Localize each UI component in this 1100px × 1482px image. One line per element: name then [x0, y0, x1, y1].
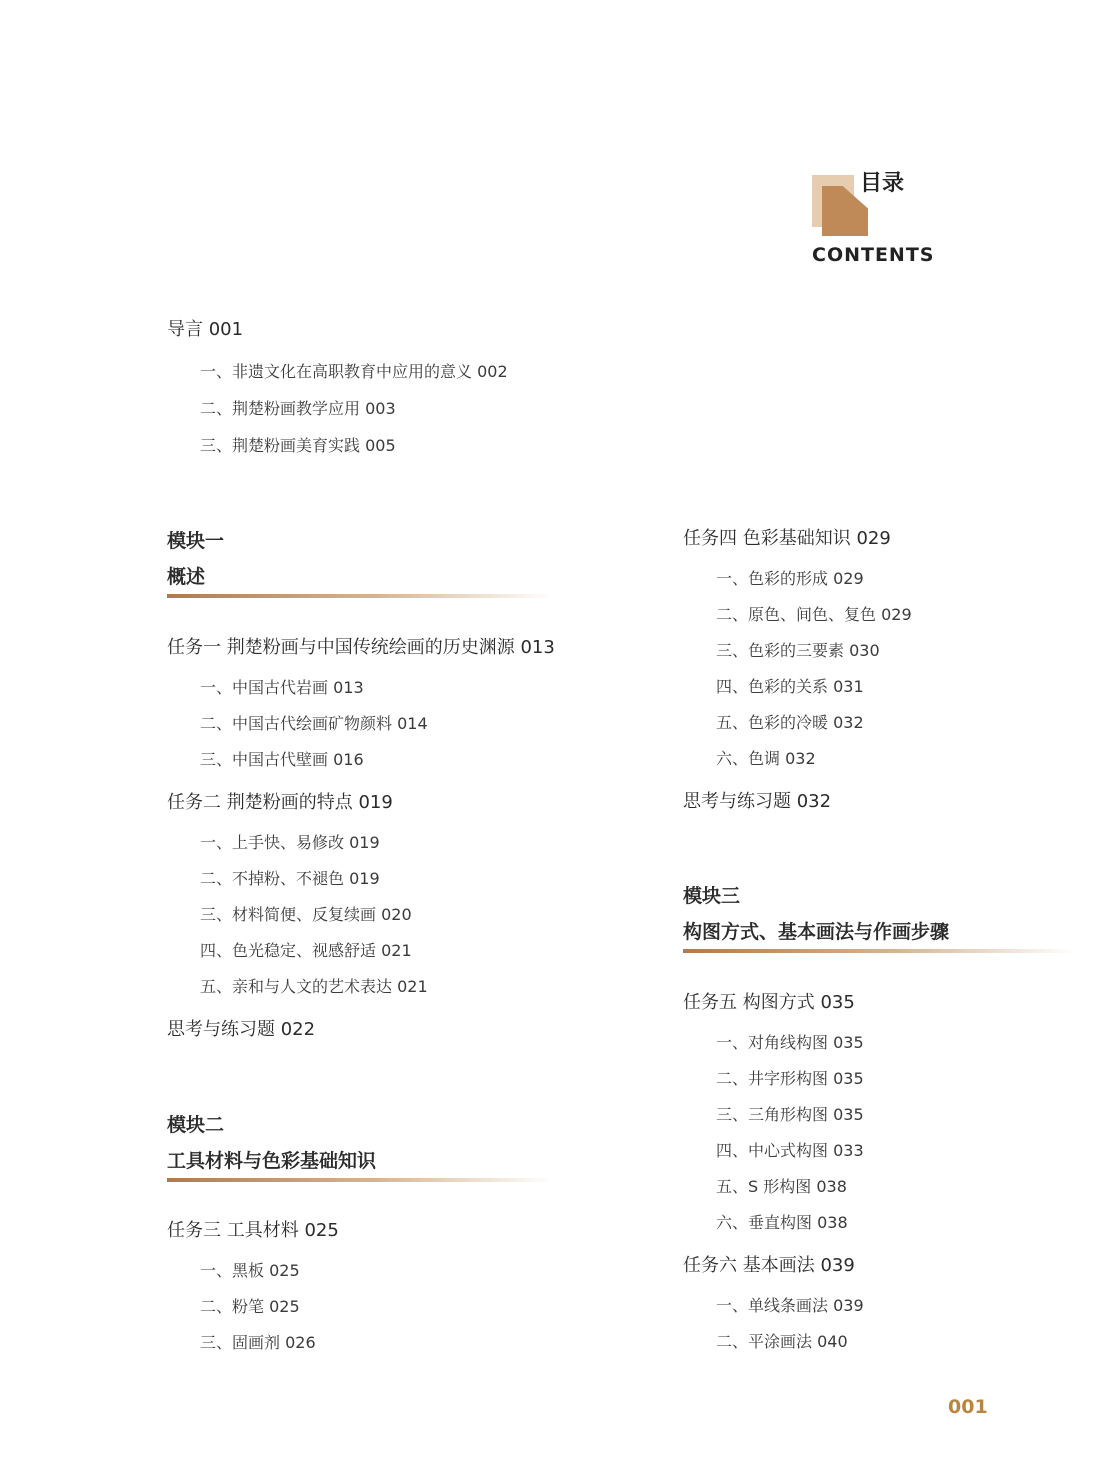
toc-task1-item[interactable]: 一、中国古代岩画 013 [200, 678, 364, 697]
toc-task3-heading[interactable]: 任务三 工具材料 025 [167, 1220, 339, 1241]
toc-task6-item[interactable]: 一、单线条画法 039 [716, 1296, 864, 1315]
toc-task3-item[interactable]: 三、固画剂 026 [200, 1333, 316, 1352]
toc-task4-item[interactable]: 二、原色、间色、复色 029 [716, 605, 912, 624]
toc-task5-item[interactable]: 四、中心式构图 033 [716, 1141, 864, 1160]
toc-task5-item[interactable]: 二、井字形构图 035 [716, 1069, 864, 1088]
module1-title[interactable]: 概述 [167, 566, 206, 588]
toc-task6-heading[interactable]: 任务六 基本画法 039 [683, 1255, 855, 1276]
toc-task6-item[interactable]: 二、平涂画法 040 [716, 1332, 848, 1351]
toc-task4-item[interactable]: 六、色调 032 [716, 749, 816, 768]
toc-module2-exercises[interactable]: 思考与练习题 032 [683, 791, 832, 812]
toc-task5-item[interactable]: 五、S 形构图 038 [716, 1177, 847, 1196]
toc-task1-heading[interactable]: 任务一 荆楚粉画与中国传统绘画的历史渊源 013 [167, 637, 555, 658]
contents-title-en: CONTENTS [812, 244, 935, 266]
toc-task1-item[interactable]: 三、中国古代壁画 016 [200, 750, 364, 769]
toc-task2-item[interactable]: 四、色光稳定、视感舒适 021 [200, 941, 412, 960]
module1-label: 模块一 [167, 530, 225, 552]
toc-task2-item[interactable]: 二、不掉粉、不褪色 019 [200, 869, 380, 888]
toc-task4-item[interactable]: 一、色彩的形成 029 [716, 569, 864, 588]
toc-task2-item[interactable]: 五、亲和与人文的艺术表达 021 [200, 977, 428, 996]
module3-label: 模块三 [683, 885, 741, 907]
page-number: 001 [948, 1396, 988, 1418]
toc-task5-item[interactable]: 一、对角线构图 035 [716, 1033, 864, 1052]
toc-task5-item[interactable]: 六、垂直构图 038 [716, 1213, 848, 1232]
contents-title-cn: 目录 [860, 171, 905, 196]
toc-task4-item[interactable]: 五、色彩的冷暖 032 [716, 713, 864, 732]
toc-task2-item[interactable]: 三、材料简便、反复续画 020 [200, 905, 412, 924]
toc-intro-item[interactable]: 二、荆楚粉画教学应用 003 [200, 399, 396, 418]
module3-divider [683, 949, 1075, 953]
module2-divider [167, 1178, 552, 1182]
toc-task2-heading[interactable]: 任务二 荆楚粉画的特点 019 [167, 792, 393, 813]
module1-divider [167, 594, 552, 598]
toc-intro-item[interactable]: 三、荆楚粉画美育实践 005 [200, 436, 396, 455]
toc-task3-item[interactable]: 二、粉笔 025 [200, 1297, 300, 1316]
toc-task5-heading[interactable]: 任务五 构图方式 035 [683, 992, 855, 1013]
toc-task4-item[interactable]: 三、色彩的三要素 030 [716, 641, 880, 660]
toc-task5-item[interactable]: 三、三角形构图 035 [716, 1105, 864, 1124]
toc-task4-item[interactable]: 四、色彩的关系 031 [716, 677, 864, 696]
toc-module1-exercises[interactable]: 思考与练习题 022 [167, 1019, 316, 1040]
toc-task2-item[interactable]: 一、上手快、易修改 019 [200, 833, 380, 852]
module3-title[interactable]: 构图方式、基本画法与作画步骤 [683, 921, 950, 943]
toc-intro-item[interactable]: 一、非遗文化在高职教育中应用的意义 002 [200, 362, 508, 381]
toc-intro-heading[interactable]: 导言 001 [167, 319, 244, 340]
module2-label: 模块二 [167, 1114, 225, 1136]
toc-task1-item[interactable]: 二、中国古代绘画矿物颜料 014 [200, 714, 428, 733]
toc-task4-heading[interactable]: 任务四 色彩基础知识 029 [683, 528, 891, 549]
toc-task3-item[interactable]: 一、黑板 025 [200, 1261, 300, 1280]
module2-title[interactable]: 工具材料与色彩基础知识 [167, 1150, 377, 1172]
